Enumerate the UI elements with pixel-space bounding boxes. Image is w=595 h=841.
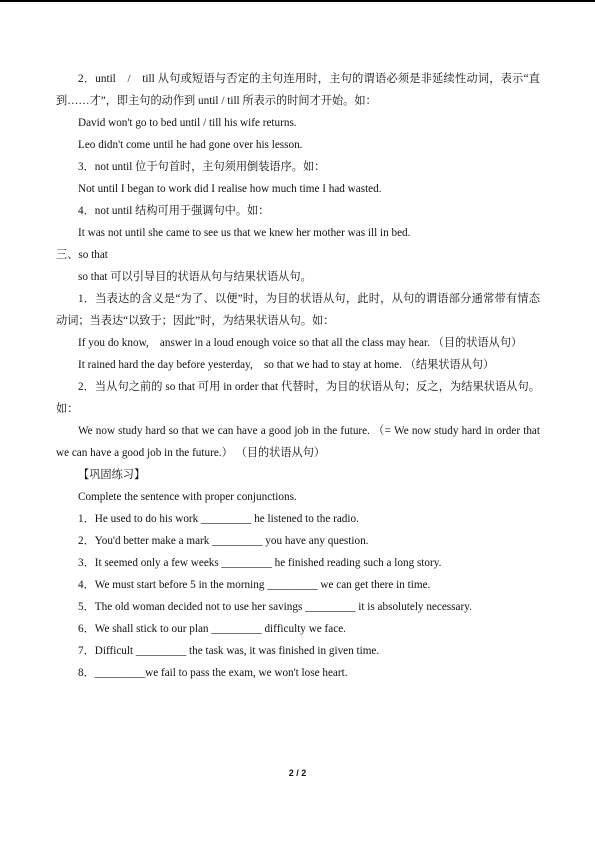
example-sentence: Not until I began to work did I realise how much time I had wasted. — [78, 183, 382, 195]
exercise-item: 7．Difficult _________ the task was, it was finished in given time. — [78, 645, 380, 657]
example-sentence: Leo didn't come until he had gone over his lesson. — [78, 139, 303, 151]
paragraph-so-that-intro: so that 可以引导目的状语从句与结果状语从句。 — [78, 271, 312, 283]
exercise-item: 3．It seemed only a few weeks _________ he finished reading such a long story. — [78, 557, 442, 569]
paragraph-so-that-meaning: 1．当表达的含义是“为了、以便”时，为目的状语从句，此时，从句的谓语部分通常带有情态动词；当表达“以致于；因此”时，为结果状语从句。如： — [56, 293, 540, 327]
exercise-item: 6．We shall stick to our plan _________ difficulty we face. — [78, 623, 346, 635]
exercise-item: 5．The old woman decided not to use her savings _________ it is absolutely necessary. — [78, 601, 472, 613]
example-sentence: It rained hard the day before yesterday, so that we had to stay at home. （结果状语从句） — [78, 359, 495, 371]
example-sentence: It was not until she came to see us that we knew her mother was ill in bed. — [78, 227, 411, 239]
exercise-instruction: Complete the sentence with proper conjunctions. — [78, 491, 297, 503]
top-rule — [0, 0, 595, 2]
paragraph-until-till-rule: 2．until / till 从句或短语与否定的主句连用时，主句的谓语必须是非延续性动词，表示“直到……才”，即主句的动作到 until / till 所表示的时间才开始。如： — [56, 73, 540, 107]
exercise-item: 2．You'd better make a mark _________ you have any question. — [78, 535, 369, 547]
paragraph-not-until-emphasis: 4．not until 结构可用于强调句中。如： — [78, 205, 270, 217]
exercise-item: 8．_________we fail to pass the exam, we won't lose heart. — [78, 667, 348, 679]
exercise-heading: 【巩固练习】 — [78, 469, 146, 481]
page-number: 2 / 2 — [288, 768, 307, 778]
section-heading-so-that: 三、so that — [56, 249, 108, 261]
exercise-item: 1．He used to do his work _________ he listened to the radio. — [78, 513, 359, 525]
page-content — [56, 68, 540, 684]
example-sentence: If you do know, answer in a loud enough voice so that all the class may hear. （目的状语从句） — [78, 337, 523, 349]
paragraph-in-order-that: 2．当从句之前的 so that 可用 in order that 代替时，为目的状语从句；反之，为结果状语从句。如： — [56, 381, 540, 415]
example-sentence: We now study hard so that we can have a good job in the future. （= We now study hard in order that we can have a good job in the future.） （目的状语从句） — [56, 425, 540, 459]
exercise-item: 4．We must start before 5 in the morning _________ we can get there in time. — [78, 579, 431, 591]
example-sentence: David won't go to bed until / till his wife returns. — [78, 117, 297, 129]
paragraph-not-until-inversion: 3．not until 位于句首时，主句须用倒装语序。如： — [78, 161, 326, 173]
